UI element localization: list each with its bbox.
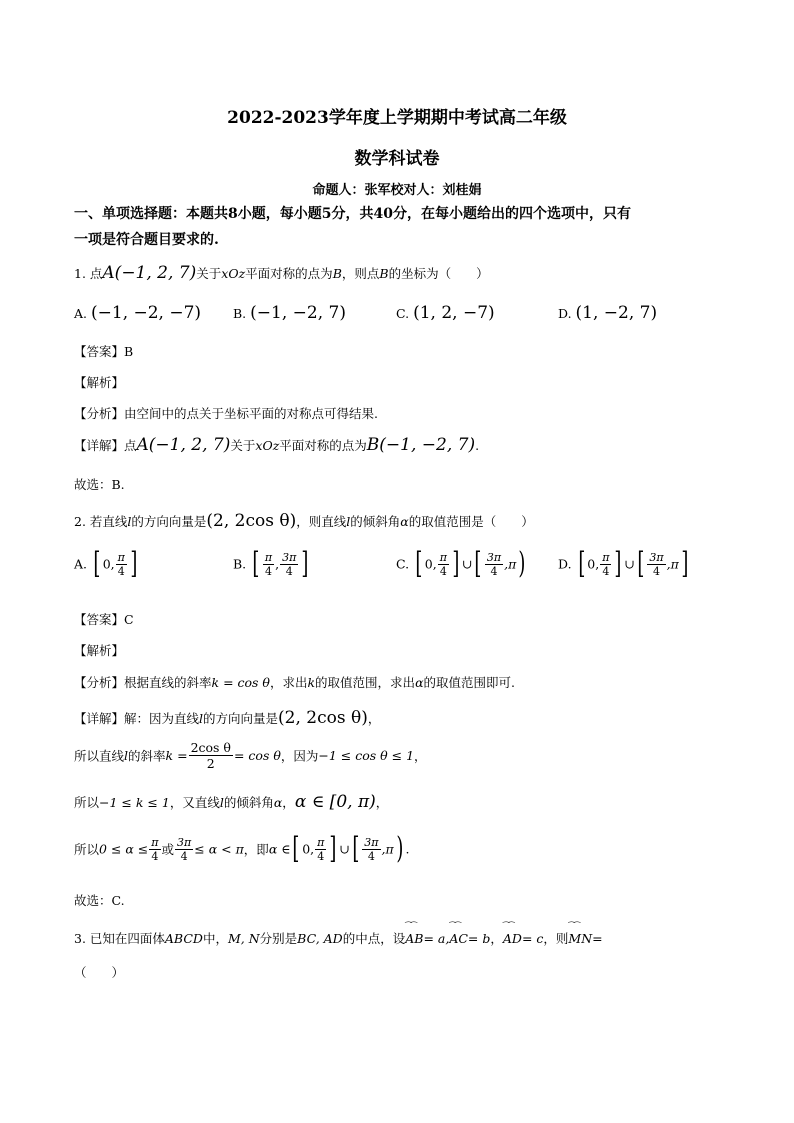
q2-fenxi-text: 【分析】根据直线的斜率: [74, 675, 212, 690]
q2-detail-math: 0 ≤ α ≤: [99, 841, 149, 857]
q3-math: M, N: [227, 931, 260, 946]
q2-detail-math: α ∈ [0, π): [294, 792, 376, 812]
frac-den: 4: [180, 849, 188, 863]
q2-fenxi-math: α: [415, 675, 424, 690]
q2-text: 的取值范围是（ ）: [408, 514, 534, 529]
q1-detail-text: 平面对称的点为: [279, 438, 367, 453]
q2-detail-text: ，: [375, 795, 389, 810]
q2-detail-math: α: [273, 795, 283, 810]
frac-den: 4: [490, 564, 498, 578]
frac-den: 2: [206, 756, 215, 771]
q2-alpha: α: [400, 514, 409, 529]
q2-detail-text: ，因为: [280, 748, 319, 764]
option-value: (−1, −2, 7): [250, 303, 346, 323]
exam-subtitle: 数学科试卷: [354, 149, 440, 169]
frac-den: 4: [117, 564, 125, 578]
q2-detail-math: −1 ≤ k ≤ 1: [99, 795, 170, 810]
q2-vector: (2, 2cos θ): [206, 511, 297, 531]
q3-vector: ⁀⁀ AD: [503, 931, 522, 946]
q2-detail-2: [74, 740, 427, 771]
q1-option-c: [396, 303, 495, 323]
q2-text: 的倾斜角: [350, 514, 401, 529]
q2-detail-math: α ∈: [268, 841, 291, 857]
q2-answer: 【答案】C: [74, 612, 134, 627]
q2-detail-text: 所以: [74, 795, 100, 810]
q2-detail-text: 的倾斜角: [223, 795, 274, 810]
q2-fenxi-text: 的取值范围，求出: [315, 675, 416, 690]
option-label: D.: [558, 306, 572, 321]
option-value: (−1, −2, −7): [91, 303, 202, 323]
q3-options-paren: （ ）: [74, 965, 125, 980]
q2-detail-text: 所以直线: [74, 748, 125, 764]
q1-point-b: B: [379, 266, 389, 281]
q2-detail-text: ，: [414, 748, 427, 764]
q1-detail: [74, 435, 479, 455]
q2-detail-text: ，: [282, 795, 295, 810]
q2-text: 2. 若直线: [74, 514, 128, 529]
frac-den: 4: [317, 849, 325, 863]
q2-detail-math: ≤ α < π: [194, 841, 244, 857]
frac-num: π: [151, 835, 159, 849]
q1-choose: 故选：B.: [74, 477, 125, 492]
q2-detail-math: (2, 2cos θ): [278, 708, 368, 728]
q1-point-b: B: [332, 266, 342, 281]
q2-detail-math: = cos θ: [233, 748, 281, 763]
q2-detail-text: ，: [367, 711, 381, 726]
option-value: (1, 2, −7): [413, 303, 495, 323]
q2-detail-4: 所以0 ≤ α ≤ $\frac{\pi}{4}$ 或 $\frac{3\pi}{4}$ ≤ α < π，即α ∈[ 0, $\frac{\pi}{4}$ ] ∪[ $\frac{3\pi}{4}$ ,π) .: [74, 831, 410, 866]
q1-option-d: [558, 303, 657, 323]
q1-option-a: [74, 303, 201, 323]
q3-vector: ⁀⁀ AB: [405, 931, 423, 946]
q2-detail-text: .: [405, 841, 410, 857]
q1-number: 1. 点: [74, 266, 103, 281]
q3-math: ABCD: [164, 931, 203, 946]
q2-line: l: [127, 514, 132, 529]
q1-plane: xOz: [221, 266, 246, 281]
q2-detail-text: 的斜率: [128, 748, 166, 764]
frac-num: 3π: [282, 550, 297, 564]
option-label: B.: [233, 556, 247, 572]
q2-detail-text: 的方向向量是: [203, 711, 279, 726]
frac-num: π: [602, 550, 610, 564]
q2-detail-text: 或: [161, 842, 175, 857]
q2-detail-1: [74, 708, 380, 728]
q2-detail-math: l: [124, 748, 129, 763]
q1-detail-text: 【详解】点: [74, 438, 137, 453]
q3-math: BC, AD: [297, 931, 343, 946]
q3-stem: [74, 929, 603, 947]
q2-fenxi-text: 的取值范围即可.: [423, 675, 515, 690]
q3-text: 中，: [202, 931, 228, 946]
frac-num: π: [439, 550, 447, 564]
q2-detail-text: ，又直线: [169, 795, 220, 810]
frac-den: 4: [264, 564, 272, 578]
q1-text: 关于: [196, 266, 222, 281]
frac-num: 3π: [364, 835, 379, 849]
q2-fenxi-math: k = cos θ: [211, 675, 270, 690]
option-label: C.: [396, 556, 410, 572]
q3-math: = a,: [423, 931, 450, 946]
q1-text: ，则点: [341, 266, 380, 281]
frac-den: 4: [151, 849, 159, 863]
q3-text: ，则: [543, 931, 569, 946]
q1-point-a: A(−1, 2, 7): [102, 263, 197, 283]
q2-fenxi-text: ，求出: [269, 675, 308, 690]
section-heading-line2: 一项是符合题目要求的.: [74, 232, 219, 248]
interval-text: 0,: [302, 841, 315, 857]
q3-text: 的中点，设: [342, 931, 406, 946]
q2-detail-math: l: [219, 795, 224, 810]
option-value: (1, −2, 7): [575, 303, 658, 323]
frac-den: 4: [285, 564, 293, 578]
q2-text: ，则直线: [296, 514, 347, 529]
q1-detail-text: .: [475, 438, 480, 453]
q2-fenxi-math: k: [307, 675, 316, 690]
q1-analysis: 【解析】: [74, 375, 125, 390]
q1-detail-plane: xOz: [255, 438, 280, 453]
q2-line: l: [346, 514, 351, 529]
interval-text: 0,: [102, 556, 115, 572]
exam-authors: 命题人：张军校对人：刘桂娟: [312, 183, 482, 198]
frac-num: 3π: [177, 835, 192, 849]
frac-num: 3π: [486, 550, 502, 564]
q2-option-d: D. [ 0, $\frac{\pi}{4}$ ] ∪[ $\frac{3\pi}{4}$ ,π]: [558, 546, 689, 581]
q2-detail-math: −1 ≤ cos θ ≤ 1: [318, 748, 415, 763]
frac-num: 3π: [649, 550, 664, 564]
q2-detail-3: [74, 792, 388, 812]
frac-den: 4: [439, 564, 447, 578]
q3-text: 分别是: [259, 931, 298, 946]
exam-title: 2022-2023学年度上学期期中考试高二年级: [227, 108, 567, 128]
option-label: A.: [74, 306, 88, 321]
q3-math: = b: [467, 931, 491, 946]
q1-detail-text: 关于: [230, 438, 256, 453]
q3-math: =: [592, 931, 603, 946]
q3-math: = c: [521, 931, 544, 946]
interval-text: 0,: [424, 556, 437, 572]
q2-detail-math: l: [199, 711, 204, 726]
q1-detail-point: A(−1, 2, 7): [136, 435, 231, 455]
option-label: D.: [558, 556, 572, 572]
q1-fenxi: 【分析】由空间中的点关于坐标平面的对称点可得结果.: [74, 406, 378, 421]
q1-option-b: [233, 303, 346, 323]
q1-detail-point: B(−1, −2, 7): [366, 435, 476, 455]
q3-vector: ⁀⁀ AC: [449, 931, 468, 946]
q2-fenxi: [74, 673, 515, 691]
frac-num: 2cos θ: [190, 740, 231, 755]
q1-answer: 【答案】B: [74, 344, 134, 359]
option-label: C.: [396, 306, 410, 321]
q2-detail-text: ，即: [243, 842, 269, 857]
option-label: B.: [233, 306, 247, 321]
frac-num: π: [317, 835, 325, 849]
q2-text: 的方向向量是: [131, 514, 207, 529]
q2-option-b: B. [ $\frac{\pi}{4}$ , $\frac{3\pi}{4}$ ]: [233, 546, 309, 581]
interval-text: 0,: [587, 556, 600, 572]
frac-den: 4: [602, 564, 610, 578]
option-label: A.: [74, 556, 88, 572]
q1-text: 的坐标为（ ）: [388, 266, 489, 281]
section-heading-line1: 一、单项选择题：本题共8小题，每小题5分，共40分，在每小题给出的四个选项中，只有: [74, 206, 631, 222]
q2-option-c: C. [ 0, $\frac{\pi}{4}$ ] ∪[ $\frac{3\pi}{4}$ ,π): [396, 546, 526, 581]
q2-option-a: A. [ 0, $\frac{\pi}{4}$ ]: [74, 546, 138, 581]
q2-detail-text: 【详解】解：因为直线: [74, 711, 200, 726]
q2-analysis: 【解析】: [74, 643, 125, 658]
frac-num: π: [264, 550, 273, 564]
frac-den: 4: [367, 849, 375, 863]
q3-text: 3. 已知在四面体: [74, 931, 165, 946]
q2-stem: [74, 511, 534, 531]
q2-detail-math: k =: [165, 748, 188, 763]
frac-den: 4: [652, 564, 660, 578]
q3-vector: ⁀⁀ MN: [568, 931, 592, 946]
q2-choose: 故选：C.: [74, 893, 125, 908]
frac-num: π: [117, 550, 125, 564]
q1-text: 平面对称的点为: [245, 266, 333, 281]
q2-detail-text: 所以: [74, 842, 100, 857]
q1-stem: [74, 263, 489, 283]
q3-text: ，: [490, 931, 503, 946]
section-heading: [74, 201, 724, 253]
